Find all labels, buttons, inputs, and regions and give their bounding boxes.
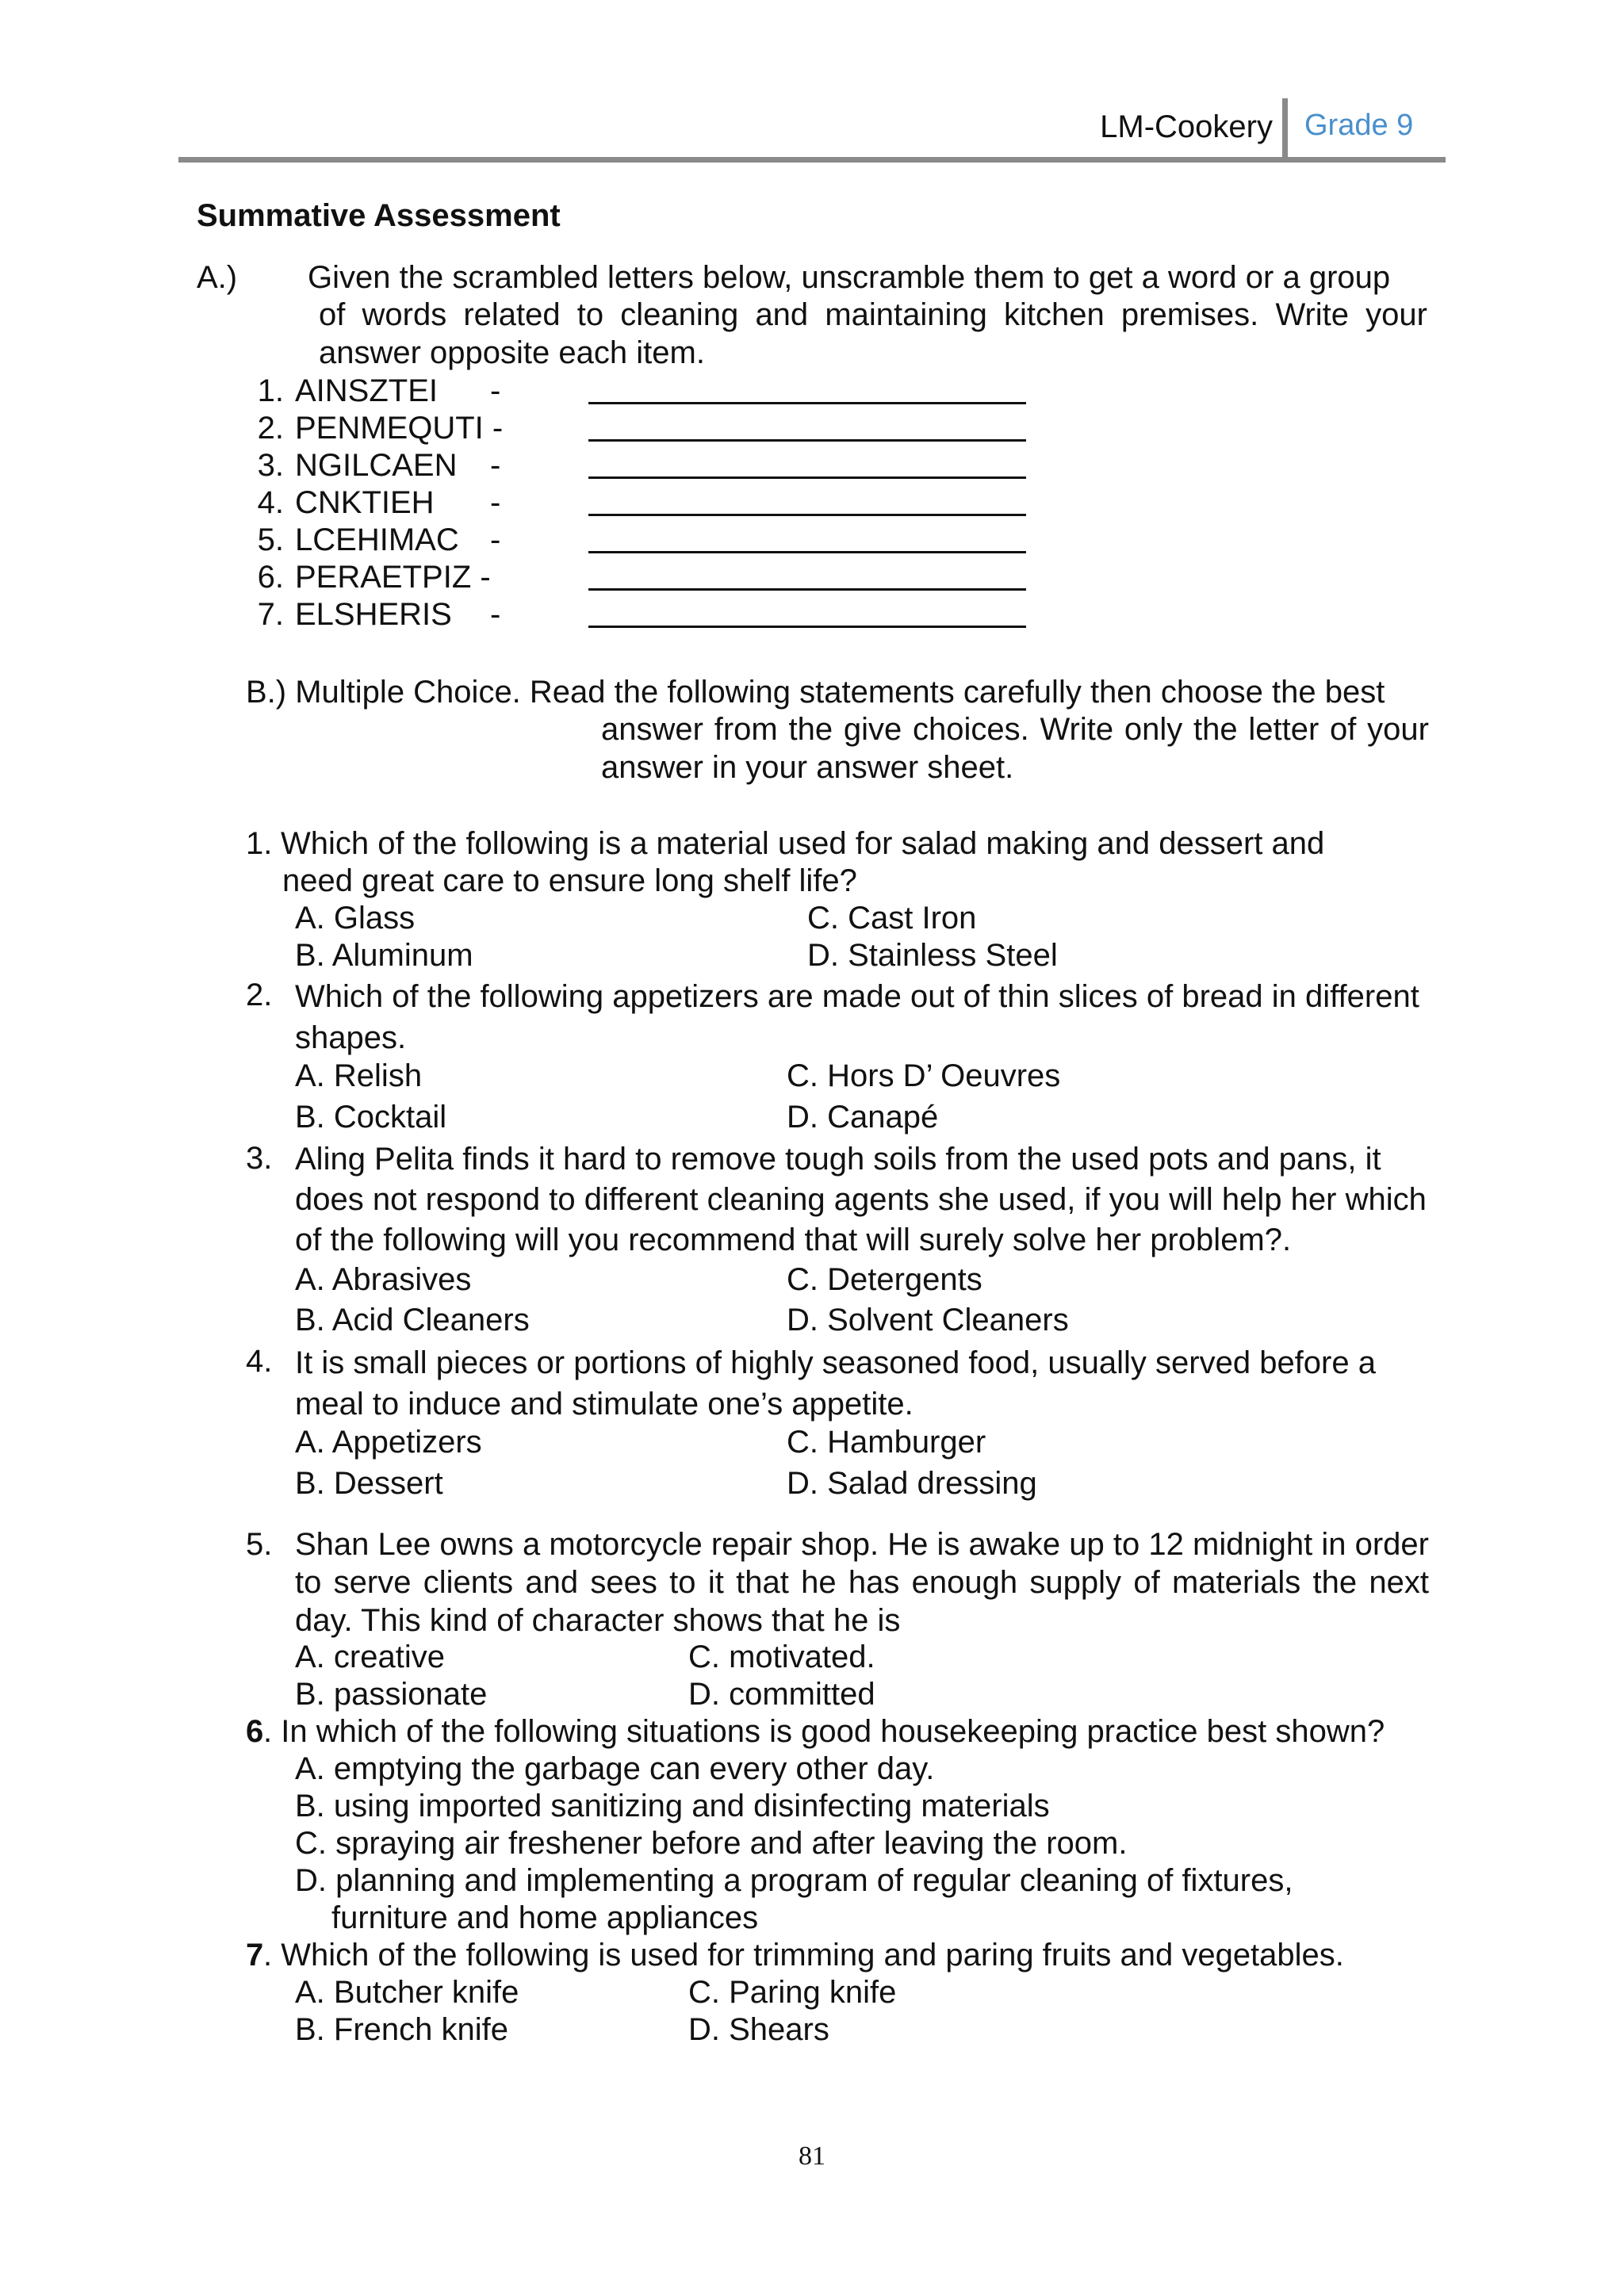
scramble-item <box>0 484 1624 522</box>
question-text: . Which of the following is used for trimming and paring fruits and vegetables. <box>263 1938 1344 1973</box>
choice-a[interactable]: A. Abrasives <box>295 1262 472 1297</box>
scrambled-word: PENMEQUTI - <box>295 411 504 446</box>
item-number: 4. <box>257 485 284 520</box>
item-dash: - <box>490 522 501 557</box>
scramble-item <box>0 521 1624 559</box>
choice-d[interactable]: D. planning and implementing a program of regular cleaning of fixtures, <box>295 1863 1293 1898</box>
choice-c[interactable]: C. Hamburger <box>787 1425 986 1460</box>
choice-d[interactable]: D. Shears <box>688 2012 829 2047</box>
item-dash: - <box>490 448 501 483</box>
choice-b[interactable]: B. Acid Cleaners <box>295 1303 530 1337</box>
scrambled-word: AINSZTEI <box>295 373 439 408</box>
part-a-instruction-line1: Given the scrambled letters below, unscramble them to get a word or a group <box>308 260 1391 295</box>
scramble-item <box>0 558 1624 596</box>
scramble-item <box>0 595 1624 633</box>
choice-d[interactable]: D. Salad dressing <box>787 1466 1037 1501</box>
question-number: 5. <box>246 1527 273 1562</box>
course-title: LM-Cookery <box>1100 109 1273 144</box>
page-number: 81 <box>799 2141 825 2171</box>
page-header <box>178 94 1446 163</box>
question-text: Aling Pelita finds it hard to remove tough soils from the used pots and pans, it does not respond to different cleaning agents she used, if you will help her which of the following will you recommend that will surely solve her problem?. <box>295 1142 1427 1257</box>
choice-c[interactable]: C. Paring knife <box>688 1975 897 2010</box>
answer-blank[interactable] <box>588 551 1026 553</box>
question-number: 7 <box>246 1938 264 1973</box>
choice-b[interactable]: B. using imported sanitizing and disinfecting materials <box>295 1789 1050 1823</box>
choice-d[interactable]: D. Solvent Cleaners <box>787 1303 1069 1337</box>
answer-blank[interactable] <box>588 402 1026 404</box>
choice-a[interactable]: A. Glass <box>295 901 416 936</box>
choice-c[interactable]: C. spraying air freshener before and after leaving the room. <box>295 1826 1128 1861</box>
answer-blank[interactable] <box>588 439 1026 442</box>
question-number: 6 <box>246 1714 264 1749</box>
part-a-instruction: of words related to cleaning and maintaining kitchen premises. Write your answer opposite each item. <box>319 297 1427 370</box>
scrambled-word: LCEHIMAC <box>295 522 459 557</box>
choice-c[interactable]: C. motivated. <box>688 1640 875 1674</box>
part-a-label: A.) <box>197 260 238 295</box>
scramble-item <box>0 372 1624 410</box>
choice-b[interactable]: B. Dessert <box>295 1466 443 1501</box>
question-number: 4. <box>246 1344 273 1379</box>
choice-a[interactable]: A. Butcher knife <box>295 1975 519 2010</box>
answer-blank[interactable] <box>588 626 1026 628</box>
choice-b[interactable]: B. Cocktail <box>295 1100 447 1135</box>
choice-c[interactable]: C. Cast Iron <box>807 901 977 936</box>
item-number: 3. <box>257 448 284 483</box>
item-dash: - <box>490 373 501 408</box>
scrambled-word: ELSHERIS <box>295 597 452 632</box>
question-number: 3. <box>246 1141 273 1176</box>
choice-d[interactable]: D. Canapé <box>787 1100 939 1135</box>
section-title: Summative Assessment <box>197 198 561 233</box>
header-rule <box>178 157 1446 163</box>
choice-b[interactable]: B. passionate <box>295 1677 488 1712</box>
choice-b[interactable]: B. Aluminum <box>295 938 473 973</box>
part-b-label: B.) Multiple Choice. Read the following statements carefully then choose the best <box>246 675 1385 710</box>
scrambled-word: NGILCAEN <box>295 448 458 483</box>
scramble-item <box>0 446 1624 484</box>
question-text: Shan Lee owns a motorcycle repair shop. He is awake up to 12 midnight in order to serve clients and sees to it that he has enough supply of materials the next day. This kind of character shows that he is <box>295 1527 1429 1638</box>
question-text: Which of the following appetizers are made out of thin slices of bread in different shapes. <box>295 979 1419 1055</box>
choice-d[interactable]: D. committed <box>688 1677 875 1712</box>
answer-blank[interactable] <box>588 476 1026 479</box>
scramble-item <box>0 409 1624 447</box>
scrambled-word: CNKTIEH <box>295 485 435 520</box>
item-dash: - <box>490 485 501 520</box>
question-text-cont: need great care to ensure long shelf life? <box>282 863 857 898</box>
item-number: 6. <box>257 560 284 595</box>
part-b-instruction: answer from the give choices. Write only the letter of your answer in your answer sheet. <box>601 712 1429 785</box>
choice-a[interactable]: A. emptying the garbage can every other day. <box>295 1751 935 1786</box>
choice-c[interactable]: C. Hors D’ Oeuvres <box>787 1058 1061 1093</box>
item-dash: - <box>490 597 501 632</box>
answer-blank[interactable] <box>588 588 1026 591</box>
choice-d-cont: furniture and home appliances <box>331 1900 759 1935</box>
question-number: 2. <box>246 978 273 1012</box>
answer-blank[interactable] <box>588 514 1026 516</box>
item-number: 2. <box>257 411 284 446</box>
choice-d[interactable]: D. Stainless Steel <box>807 938 1058 973</box>
question-text: It is small pieces or portions of highly seasoned food, usually served before a meal to induce and stimulate one’s appetite. <box>295 1345 1376 1422</box>
choice-c[interactable]: C. Detergents <box>787 1262 982 1297</box>
header-divider <box>1282 98 1288 159</box>
choice-a[interactable]: A. creative <box>295 1640 445 1674</box>
question-text: . In which of the following situations is good housekeeping practice best shown? <box>263 1714 1385 1749</box>
question-text: Which of the following is a material used for salad making and dessert and <box>281 826 1325 861</box>
scrambled-word: PERAETPIZ - <box>295 560 491 595</box>
grade-label: Grade 9 <box>1304 109 1414 142</box>
choice-a[interactable]: A. Relish <box>295 1058 423 1093</box>
choice-b[interactable]: B. French knife <box>295 2012 509 2047</box>
item-number: 5. <box>257 522 284 557</box>
question-number: 1. <box>246 826 273 861</box>
choice-a[interactable]: A. Appetizers <box>295 1425 482 1460</box>
item-number: 7. <box>257 597 284 632</box>
item-number: 1. <box>257 373 284 408</box>
